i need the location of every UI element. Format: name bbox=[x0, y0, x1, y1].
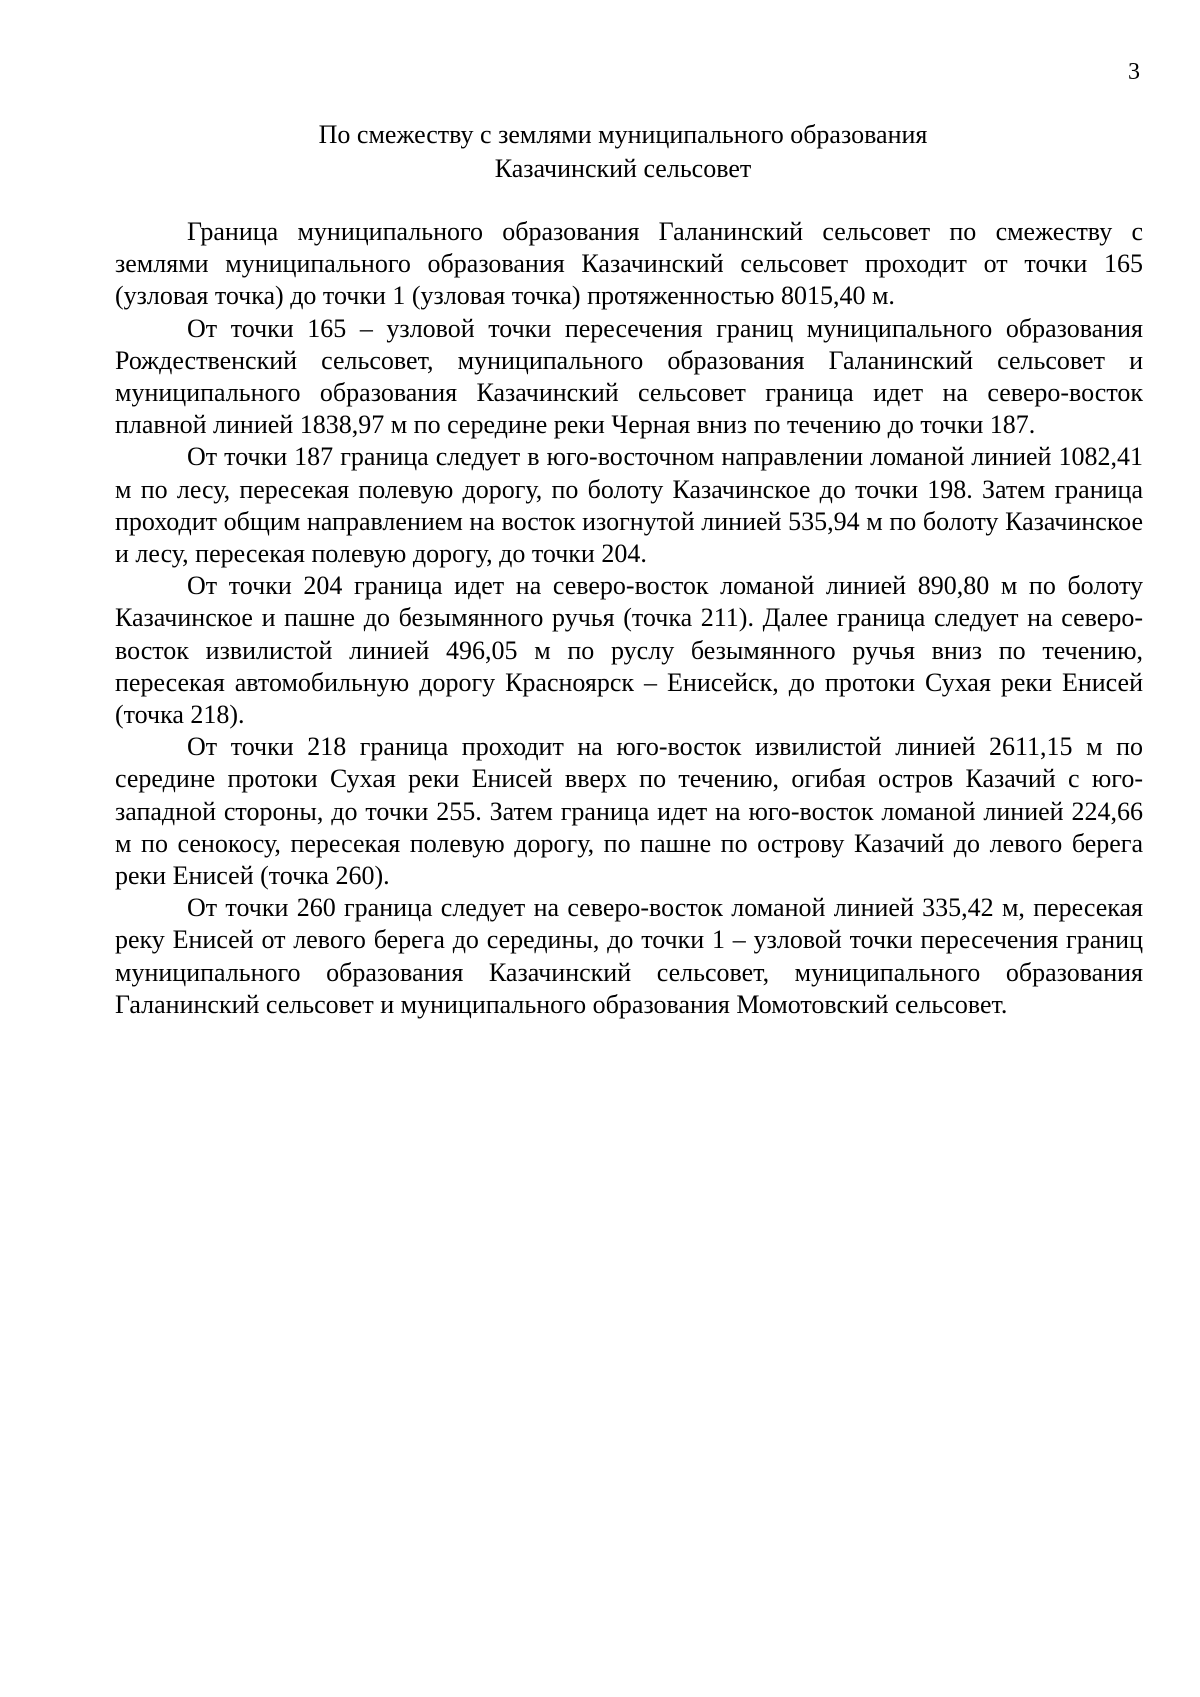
heading-line-2: Казачинский сельсовет bbox=[494, 154, 752, 183]
section-heading bbox=[0, 118, 1200, 186]
paragraph: От точки 218 граница проходит на юго-восток извилистой линией 2611,15 м по середине протоки Сухая реки Енисей вверх по течению, огибая остров Казачий с юго-западной стороны, до точки 255. Затем граница идет на юго-восток ломаной линией 224,66 м по сенокосу, пересекая полевую дорогу, по пашне по острову Казачий до левого берега реки Енисей (точка 260). bbox=[115, 732, 1143, 891]
heading-line-1: По смежеству с землями муниципального образования bbox=[318, 120, 928, 149]
paragraph: От точки 260 граница следует на северо-восток ломаной линией 335,42 м, пересекая реку Енисей от левого берега до середины, до точки 1 – узловой точки пересечения границ муниципального образования Казачинский сельсовет, муниципального образования Галанинский сельсовет и муниципального образования Момотовский сельсовет. bbox=[115, 893, 1143, 1019]
paragraph: От точки 204 граница идет на северо-восток ломаной линией 890,80 м по болоту Казачинское и пашне до безымянного ручья (точка 211). Далее граница следует на северо-восток извилистой линией 496,05 м по руслу безымянного ручья вниз по течению, пересекая автомобильную дорогу Красноярск – Енисейск, до протоки Сухая реки Енисей (точка 218). bbox=[115, 571, 1143, 730]
document-body bbox=[115, 216, 1143, 1021]
page-number: 3 bbox=[1128, 59, 1140, 85]
paragraph: Граница муниципального образования Галанинский сельсовет по смежеству с землями муниципального образования Казачинский сельсовет проходит от точки 165 (узловая точка) до точки 1 (узловая точка) протяженностью 8015,40 м. bbox=[115, 217, 1143, 311]
paragraph: От точки 187 граница следует в юго-восточном направлении ломаной линией 1082,41 м по лесу, пересекая полевую дорогу, по болоту Казачинское до точки 198. Затем граница проходит общим направлением на восток изогнутой линией 535,94 м по болоту Казачинское и лесу, пересекая полевую дорогу, до точки 204. bbox=[115, 442, 1143, 569]
paragraph: От точки 165 – узловой точки пересечения границ муниципального образования Рождественский сельсовет, муниципального образования Галанинский сельсовет и муниципального образования Казачинский сельсовет граница идет на северо-восток плавной линией 1838,97 м по середине реки Черная вниз по течению до точки 187. bbox=[115, 313, 1143, 440]
